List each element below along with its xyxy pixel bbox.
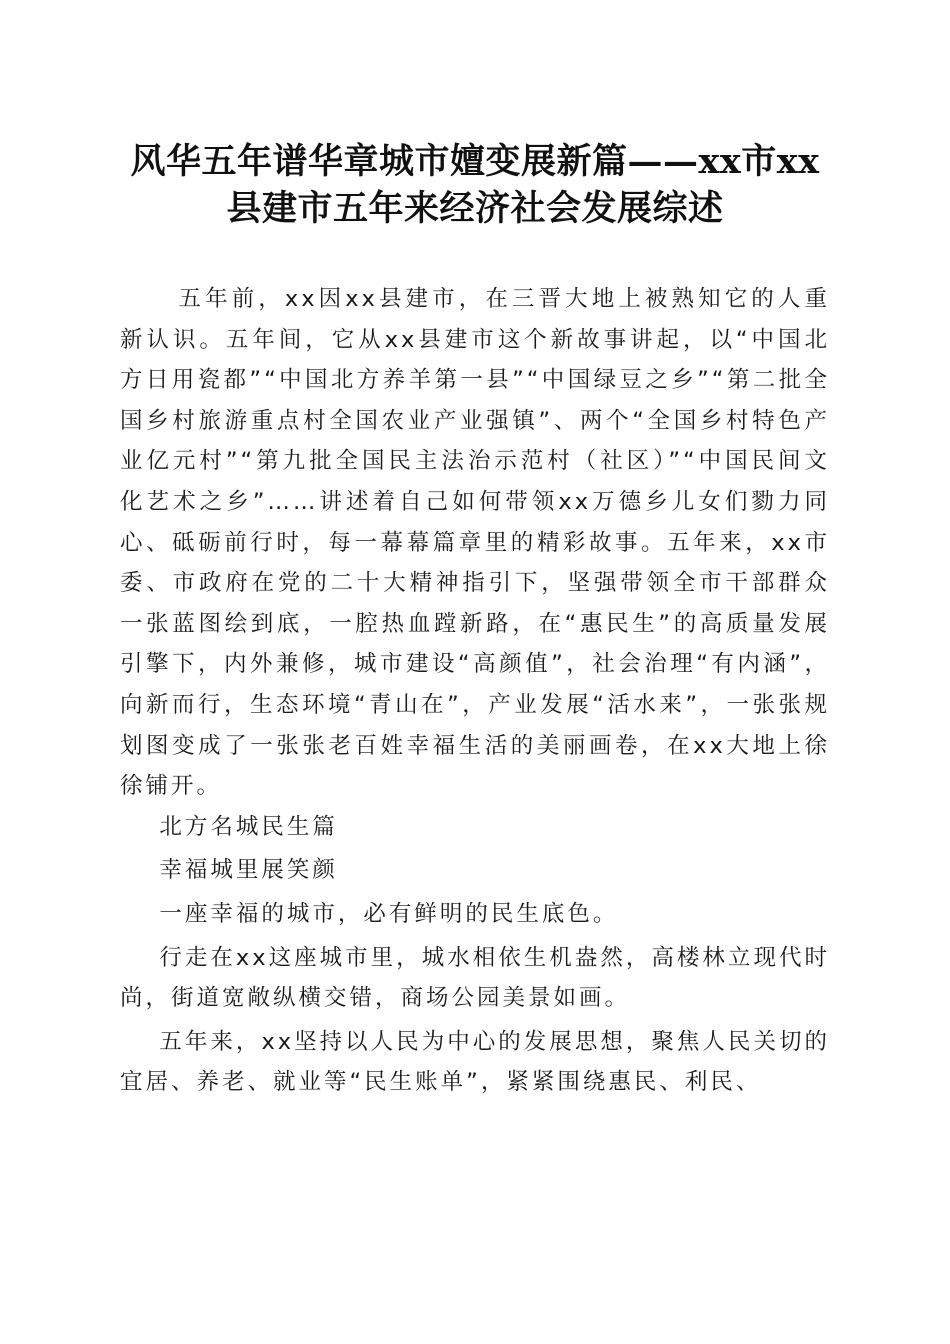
title-line-1: 风华五年谱华章城市嬗变展新篇——xx市xx — [130, 141, 820, 182]
document-title — [100, 138, 850, 232]
intro-paragraph: 五年前，xx因xx县建市，在三晋大地上被熟知它的人重新认识。五年间，它从xx县建市这个新故事讲起，以“中国北方日用瓷都”“中国北方养羊第一县”“中国绿豆之乡”“第二批全国乡村旅游重点村全国农业产业强镇”、两个“全国乡村特色产业亿元村”“第九批全国民主法治示范村（社区）”“中国民间文化艺术之乡”……讲述着自己如何带领xx万德乡儿女们勠力同心、砥砺前行时，每一幕幕篇章里的精彩故事。五年来，xx市委、市政府在党的二十大精神指引下，坚强带领全市干部群众一张蓝图绘到底，一腔热血蹚新路，在“惠民生”的高质量发展引擎下，内外兼修，城市建设“高颜值”，社会治理“有内涵”，向新而行，生态环境“青山在”，产业发展“活水来”，一张张规划图变成了一张张老百姓幸福生活的美丽画卷，在xx大地上徐徐铺开。 — [120, 286, 830, 800]
city-description-paragraph: 行走在xx这座城市里，城水相依生机盎然，高楼林立现代时尚，街道宽敞纵横交错，商场公园美景如画。 — [120, 944, 830, 1012]
document-body — [120, 279, 830, 1103]
five-years-paragraph: 五年来，xx坚持以人民为中心的发展思想，聚焦人民关切的宜居、养老、就业等“民生账单”，紧紧围绕惠民、利民、 — [120, 1028, 830, 1096]
section-heading: 北方名城民生篇 — [159, 813, 338, 840]
title-line-2: 县建市五年来经济社会发展综述 — [226, 188, 724, 229]
section-lead-sentence: 一座幸福的城市，必有鲜明的民生底色。 — [159, 900, 619, 927]
section-subheading: 幸福城里展笑颜 — [159, 857, 338, 884]
